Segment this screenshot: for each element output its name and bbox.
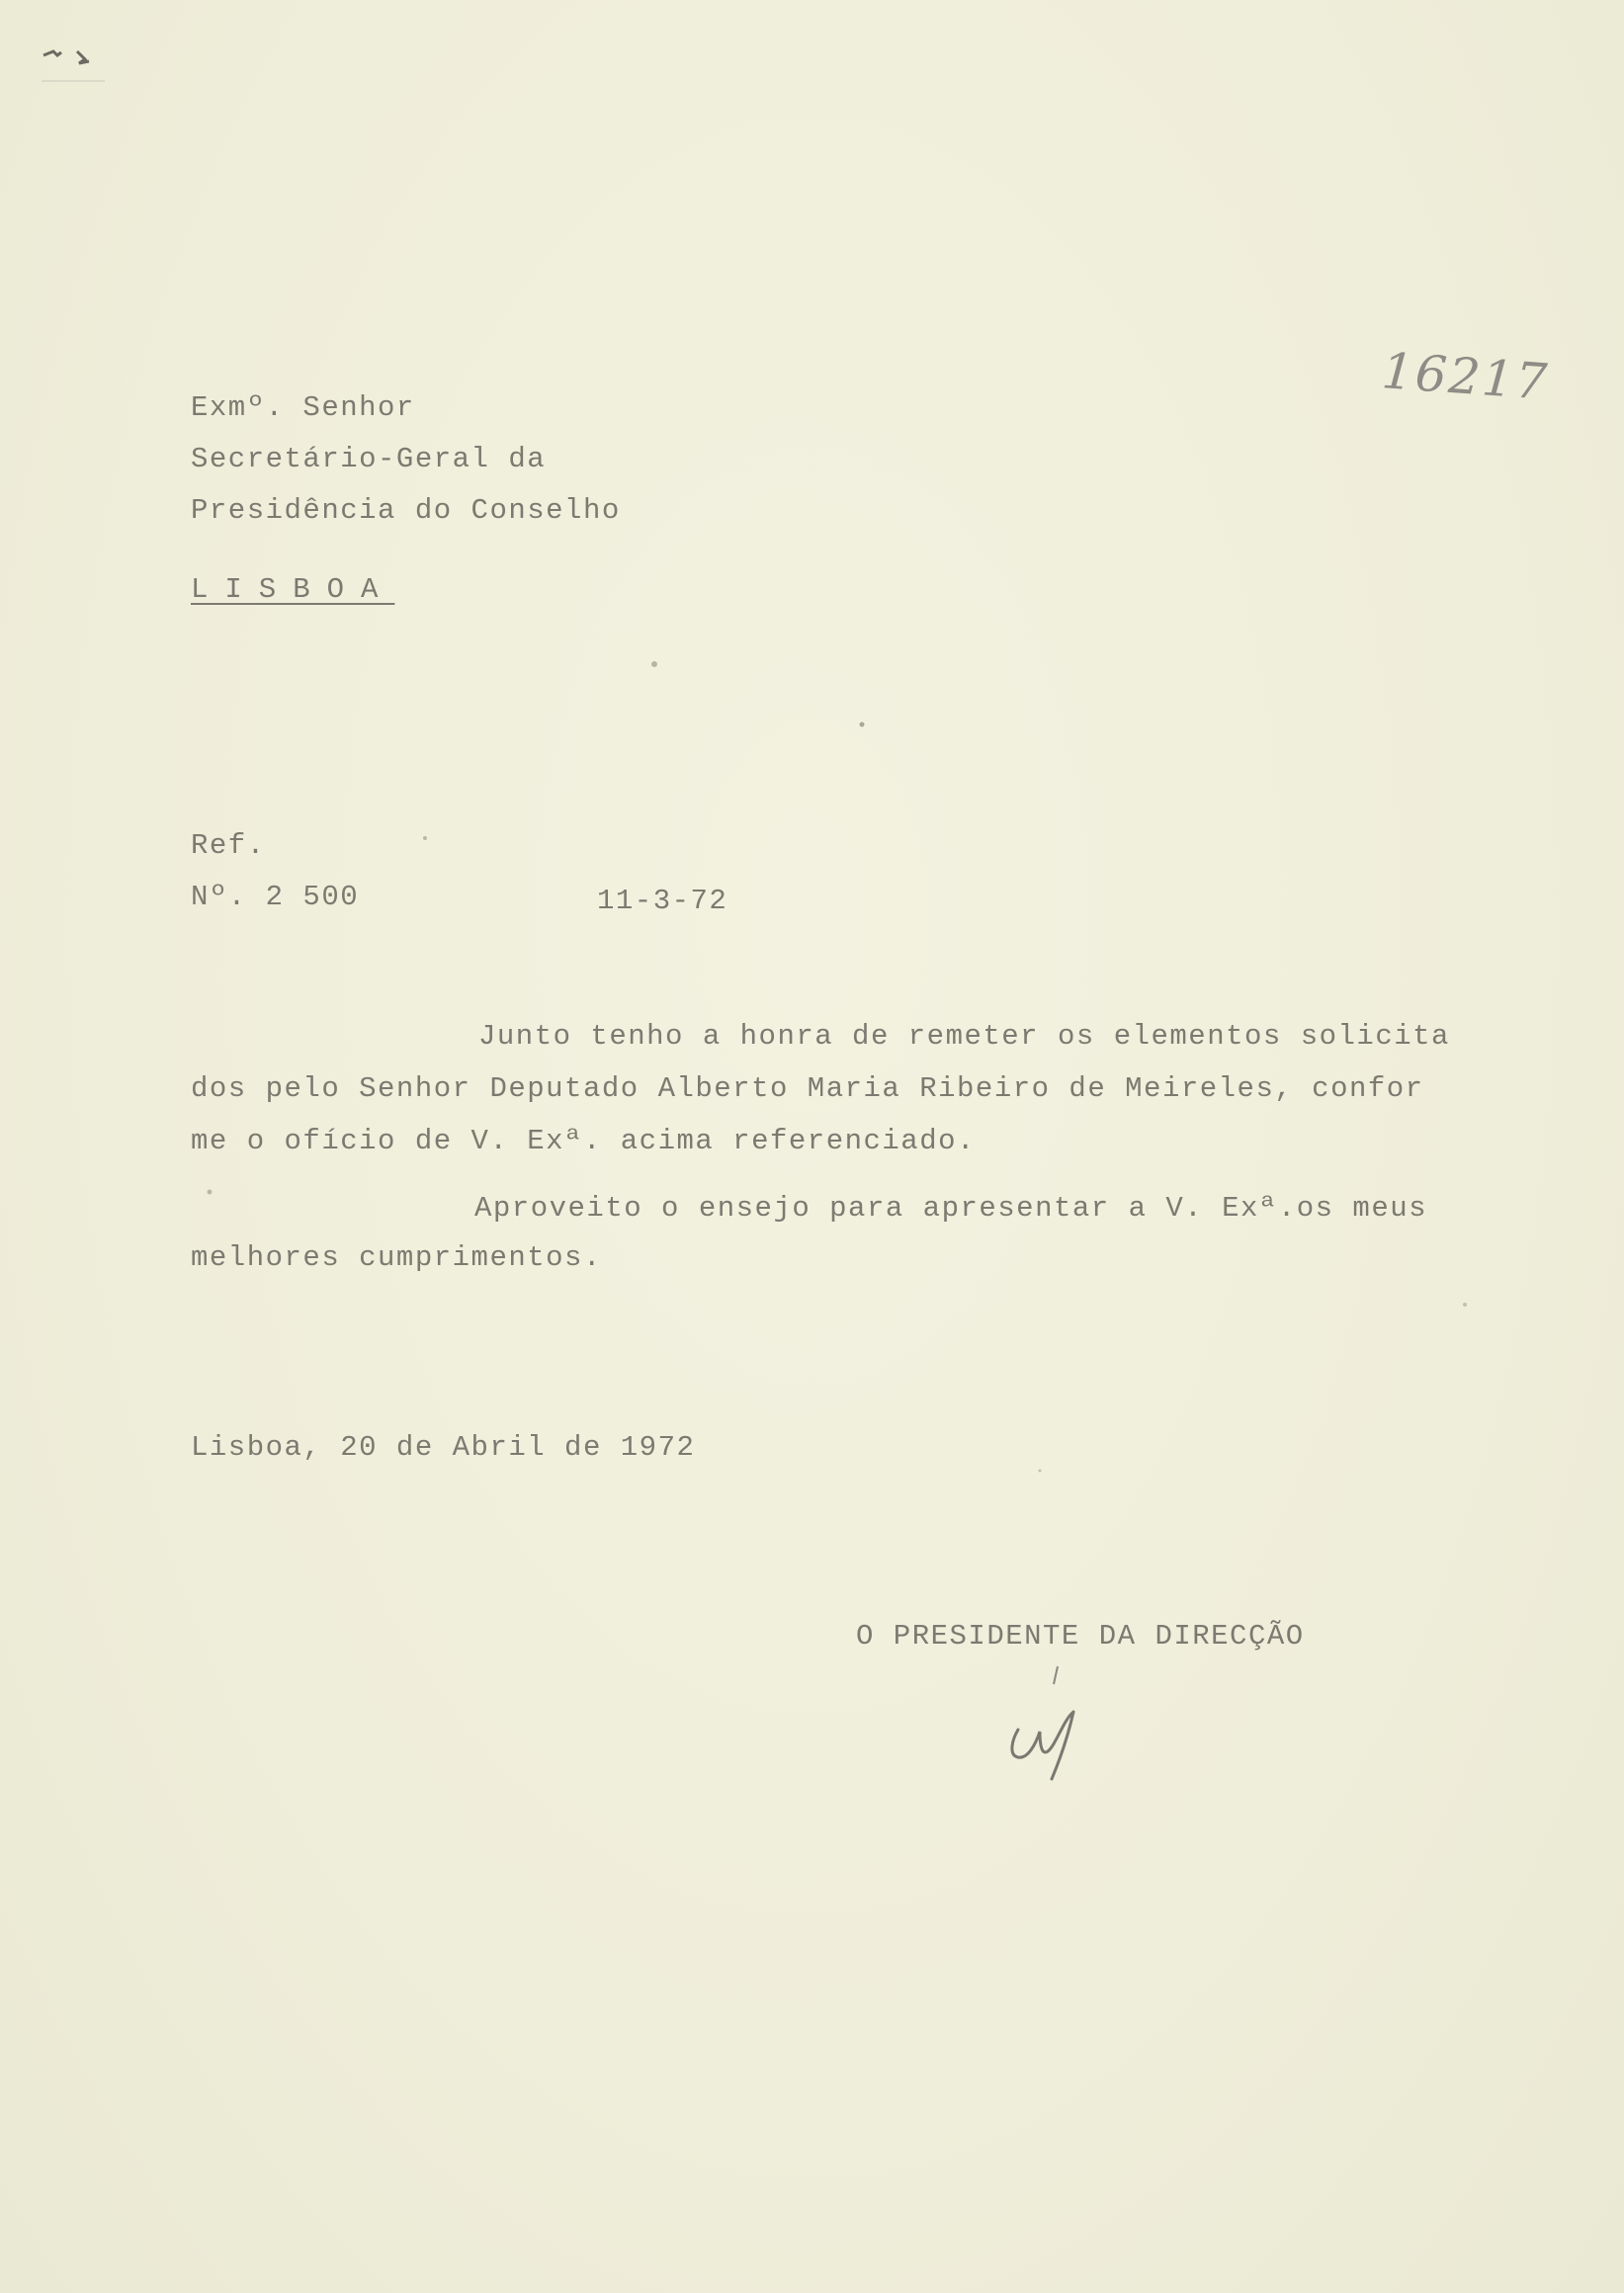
addressee-city: LISBOA [191, 573, 395, 606]
addressee-line-2: Secretário-Geral da [191, 443, 547, 475]
reference-number: Nº. 2 500 [191, 881, 360, 913]
body-paragraph-1-line-3: me o ofício de V. Exª. acima referenciado. [191, 1125, 976, 1157]
addressee-line-1: Exmº. Senhor [191, 391, 415, 424]
body-paragraph-1-line-2: dos pelo Senhor Deputado Alberto Maria Ribeiro de Meireles, confor [191, 1072, 1424, 1105]
place-date: Lisboa, 20 de Abril de 1972 [191, 1431, 696, 1464]
reference-label: Ref. [191, 829, 266, 862]
reference-date: 11-3-72 [597, 885, 728, 917]
body-paragraph-2-line-2: melhores cumprimentos. [191, 1241, 602, 1274]
signature-title: O PRESIDENTE DA DIRECÇÃO [856, 1620, 1305, 1653]
body-paragraph-1-line-1: Junto tenho a honra de remeter os elementos solicita [478, 1020, 1450, 1053]
body-paragraph-2-line-1: Aproveito o ensejo para apresentar a V. Exª.os meus [474, 1192, 1428, 1225]
addressee-line-3: Presidência do Conselho [191, 494, 621, 527]
archive-number: 16217 [1380, 342, 1551, 411]
